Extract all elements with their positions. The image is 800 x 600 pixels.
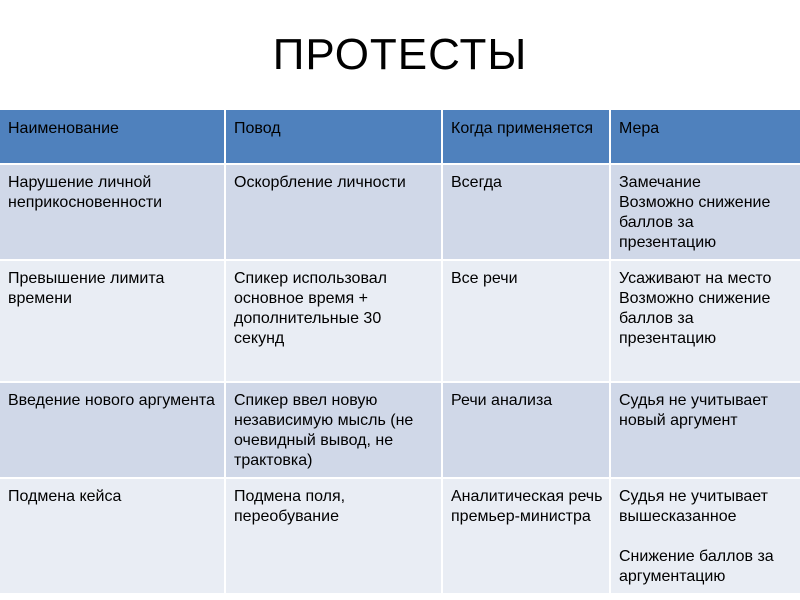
header-name: Наименование bbox=[0, 110, 225, 164]
table-row bbox=[0, 164, 800, 260]
cell-measure: Судья не учитывает новый аргумент bbox=[610, 382, 800, 478]
table-header-row bbox=[0, 110, 800, 164]
cell-when: Аналитическая речь премьер-министра bbox=[442, 478, 610, 594]
protests-table bbox=[0, 110, 800, 595]
cell-reason: Спикер использовал основное время + дополнительные 30 секунд bbox=[225, 260, 442, 382]
table-row bbox=[0, 382, 800, 478]
header-when: Когда применяется bbox=[442, 110, 610, 164]
cell-name: Введение нового аргумента bbox=[0, 382, 225, 478]
table-row bbox=[0, 478, 800, 594]
cell-reason: Спикер ввел новую независимую мысль (не очевидный вывод, не трактовка) bbox=[225, 382, 442, 478]
cell-when: Всегда bbox=[442, 164, 610, 260]
cell-measure: Замечание Возможно снижение баллов за презентацию bbox=[610, 164, 800, 260]
cell-when: Речи анализа bbox=[442, 382, 610, 478]
cell-name: Нарушение личной неприкосновенности bbox=[0, 164, 225, 260]
cell-when: Все речи bbox=[442, 260, 610, 382]
cell-reason: Оскорбление личности bbox=[225, 164, 442, 260]
slide-title: ПРОТЕСТЫ bbox=[272, 30, 528, 79]
header-reason: Повод bbox=[225, 110, 442, 164]
cell-measure: Судья не учитывает вышесказанное Снижение баллов за аргументацию bbox=[610, 478, 800, 594]
header-measure: Мера bbox=[610, 110, 800, 164]
cell-measure: Усаживают на место Возможно снижение баллов за презентацию bbox=[610, 260, 800, 382]
cell-reason: Подмена поля, переобувание bbox=[225, 478, 442, 594]
cell-name: Подмена кейса bbox=[0, 478, 225, 594]
cell-name: Превышение лимита времени bbox=[0, 260, 225, 382]
table-row bbox=[0, 260, 800, 382]
